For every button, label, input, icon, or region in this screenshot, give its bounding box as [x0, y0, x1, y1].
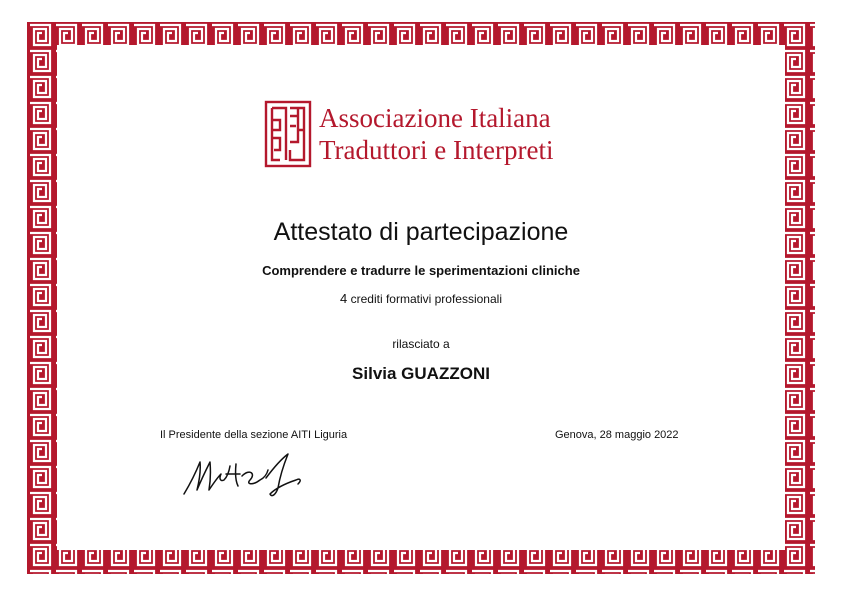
organization-logo — [264, 100, 594, 172]
president-label: Il Presidente della sezione AITI Liguria — [160, 429, 348, 441]
organization-name-line2: Traduttori e Interpreti — [319, 135, 554, 165]
course-name: Comprendere e tradurre le sperimentazioni cliniche — [262, 263, 580, 278]
credits-number: 4 — [340, 291, 348, 306]
credits-text: crediti formativi professionali — [350, 292, 502, 306]
organization-name — [319, 102, 553, 166]
recipient-name: Silvia GUAZZONI — [352, 364, 490, 383]
aiti-maze-logo-icon — [264, 100, 312, 168]
handwritten-signature-icon — [180, 448, 310, 505]
place-date: Genova, 28 maggio 2022 — [555, 429, 679, 441]
credits-line — [0, 291, 842, 306]
organization-name-line1: Associazione Italiana — [319, 103, 551, 133]
certificate-title: Attestato di partecipazione — [273, 218, 569, 246]
issued-to-label: rilasciato a — [392, 337, 450, 351]
